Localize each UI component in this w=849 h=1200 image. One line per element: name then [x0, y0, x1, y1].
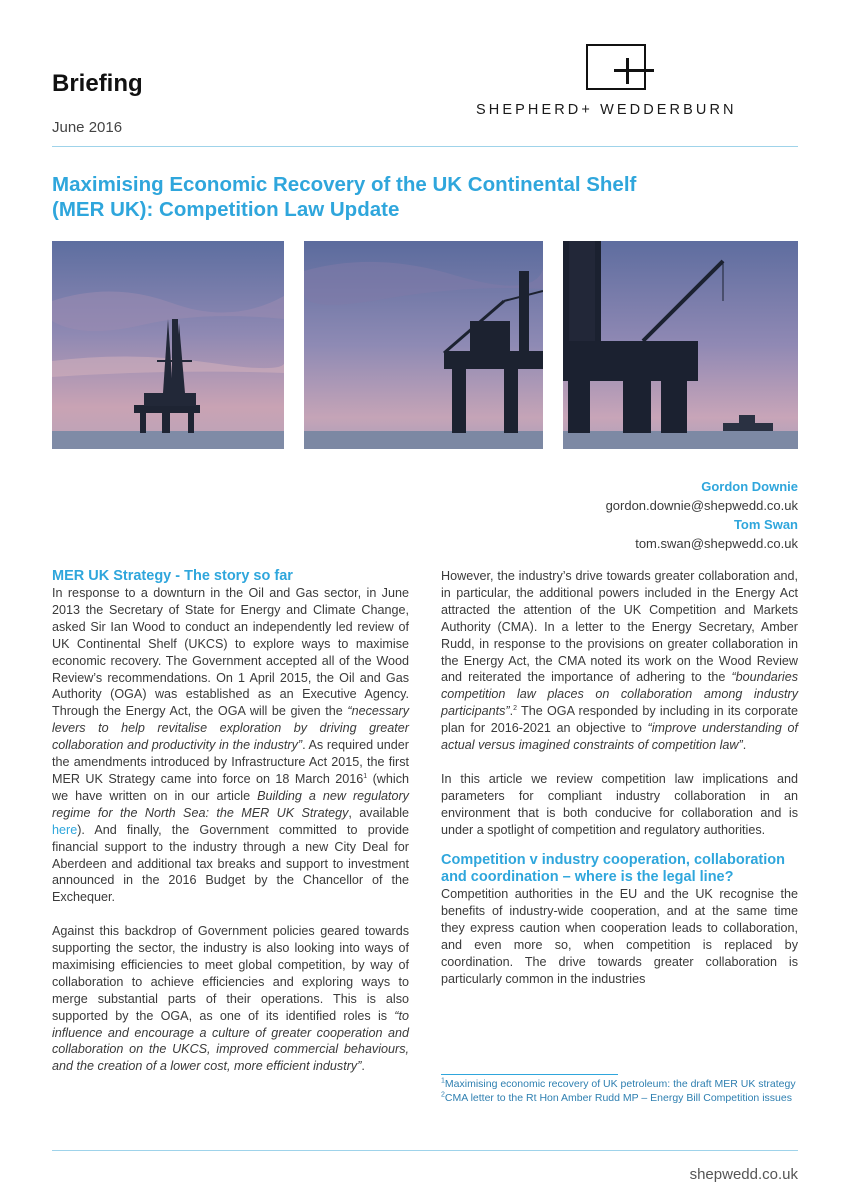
paragraph: However, the industry’s drive towards greater collaboration and, in particular, the additional powers included in the Energy Act attracted the attention of the UK Competition and Markets Authority (CMA). In a letter to the Energy Secretary, Amber Rudd, in response to the provisions on greater collaboration in the Energy Act, the CMA noted its work on the Wood Review and reiterated the importance of adhering to the “boundaries competition law places on collaboration among industry participants”.$^2$ The OGA responded by including in its corporate plan for 2016-2021 an objective to “improve understanding of actual versus imagined constraints of competition law”.: [441, 569, 798, 753]
paragraph: In this article we review competition law implications and parameters for compliant industry collaboration in an environment that is both conducive for collaboration and is under a spotlight of competition and regulatory authorities.: [441, 771, 798, 837]
company-logo-text: SHEPHERD+ WEDDERBURN: [476, 102, 737, 118]
oil-platform-crane-photo: [563, 241, 798, 449]
paragraph: Competition authorities in the EU and the UK recognise the benefits of industry-wide cooperation, and at the same time they express caution when cooperation leads to collaboration, and even more so, when competition is replaced by coordination. The drive towards greater collaboration is particularly common in the industries: [441, 887, 798, 987]
contact-block: [606, 477, 798, 553]
footnotes: [441, 1078, 798, 1105]
document-date: June 2016: [52, 119, 123, 136]
document-type-heading: Briefing: [52, 70, 143, 97]
paragraph: In response to a downturn in the Oil and Gas sector, in June 2013 the Secretary of State for Energy and Climate Change, asked Sir Ian Wood to conduct an independently led review of UK Continental Shelf (UKCS) to explore ways to maximise economic recovery. The Government accepted all of the Wood Review’s recommendations. On 1 April 2015, the Oil and Gas Authority (OGA) was established as an Executive Agency. Through the Energy Act, the OGA will be given the “necessary levers to help revitalise exploration by driving greater collaboration and productivity in the industry”. As required under the amendments introduced by Infrastructure Act 2015, the first MER UK Strategy came into force on 18 March 2016$^1$ (which we have written on in our article Building a new regulatory regime for the North Sea: the MER UK Strategy, available here). And finally, the Government committed to provide financial support to the industry through a new City Deal for Aberdeen and additional tax breaks and support to investment announced in the 2016 Budget by the Chancellor of the Exchequer.: [52, 586, 410, 905]
section-heading: Competition v industry cooperation, collaboration and coordination – where is the legal line?: [441, 852, 785, 886]
header-divider: [52, 146, 798, 147]
here-link[interactable]: here: [52, 822, 78, 837]
paragraph: Against this backdrop of Government policies geared towards supporting the sector, the industry is also looking into ways of maximising efficiencies to meet global competition, by way of collaboration to achieve efficiencies and exploring ways to merge substantial parts of their operations. This is also supported by the OGA, as one of its identified roles is “to influence and encourage a culture of greater cooperation and collaboration on the UKCS, improved commercial behaviours, and the creation of a lower cost, more efficient industry”.: [52, 924, 409, 1074]
oil-platform-photo: [304, 241, 543, 449]
contact-email-link[interactable]: gordon.downie@shepwedd.co.uk: [605, 498, 798, 513]
footnote[interactable]: $^1$Maximising economic recovery of UK petroleum: the draft MER UK strategy: [441, 1077, 796, 1090]
contact-email-link[interactable]: tom.swan@shepwedd.co.uk: [635, 536, 798, 551]
footnote[interactable]: $^2$CMA letter to the Rt Hon Amber Rudd MP – Energy Bill Competition issues: [441, 1091, 792, 1104]
left-column: [52, 568, 409, 1075]
article-title: Maximising Economic Recovery of the UK Continental Shelf (MER UK): Competition Law Update: [52, 173, 637, 221]
footer-website-link[interactable]: shepwedd.co.uk: [689, 1166, 798, 1183]
footnote-divider: [441, 1074, 618, 1075]
cross-in-square-icon: [586, 44, 656, 90]
oil-rig-photo: [52, 241, 284, 449]
section-heading: MER UK Strategy - The story so far: [52, 568, 293, 584]
contact-name: Gordon Downie: [701, 479, 798, 494]
right-column: [441, 568, 798, 988]
footer-divider: [52, 1150, 798, 1151]
contact-name: Tom Swan: [733, 517, 798, 532]
